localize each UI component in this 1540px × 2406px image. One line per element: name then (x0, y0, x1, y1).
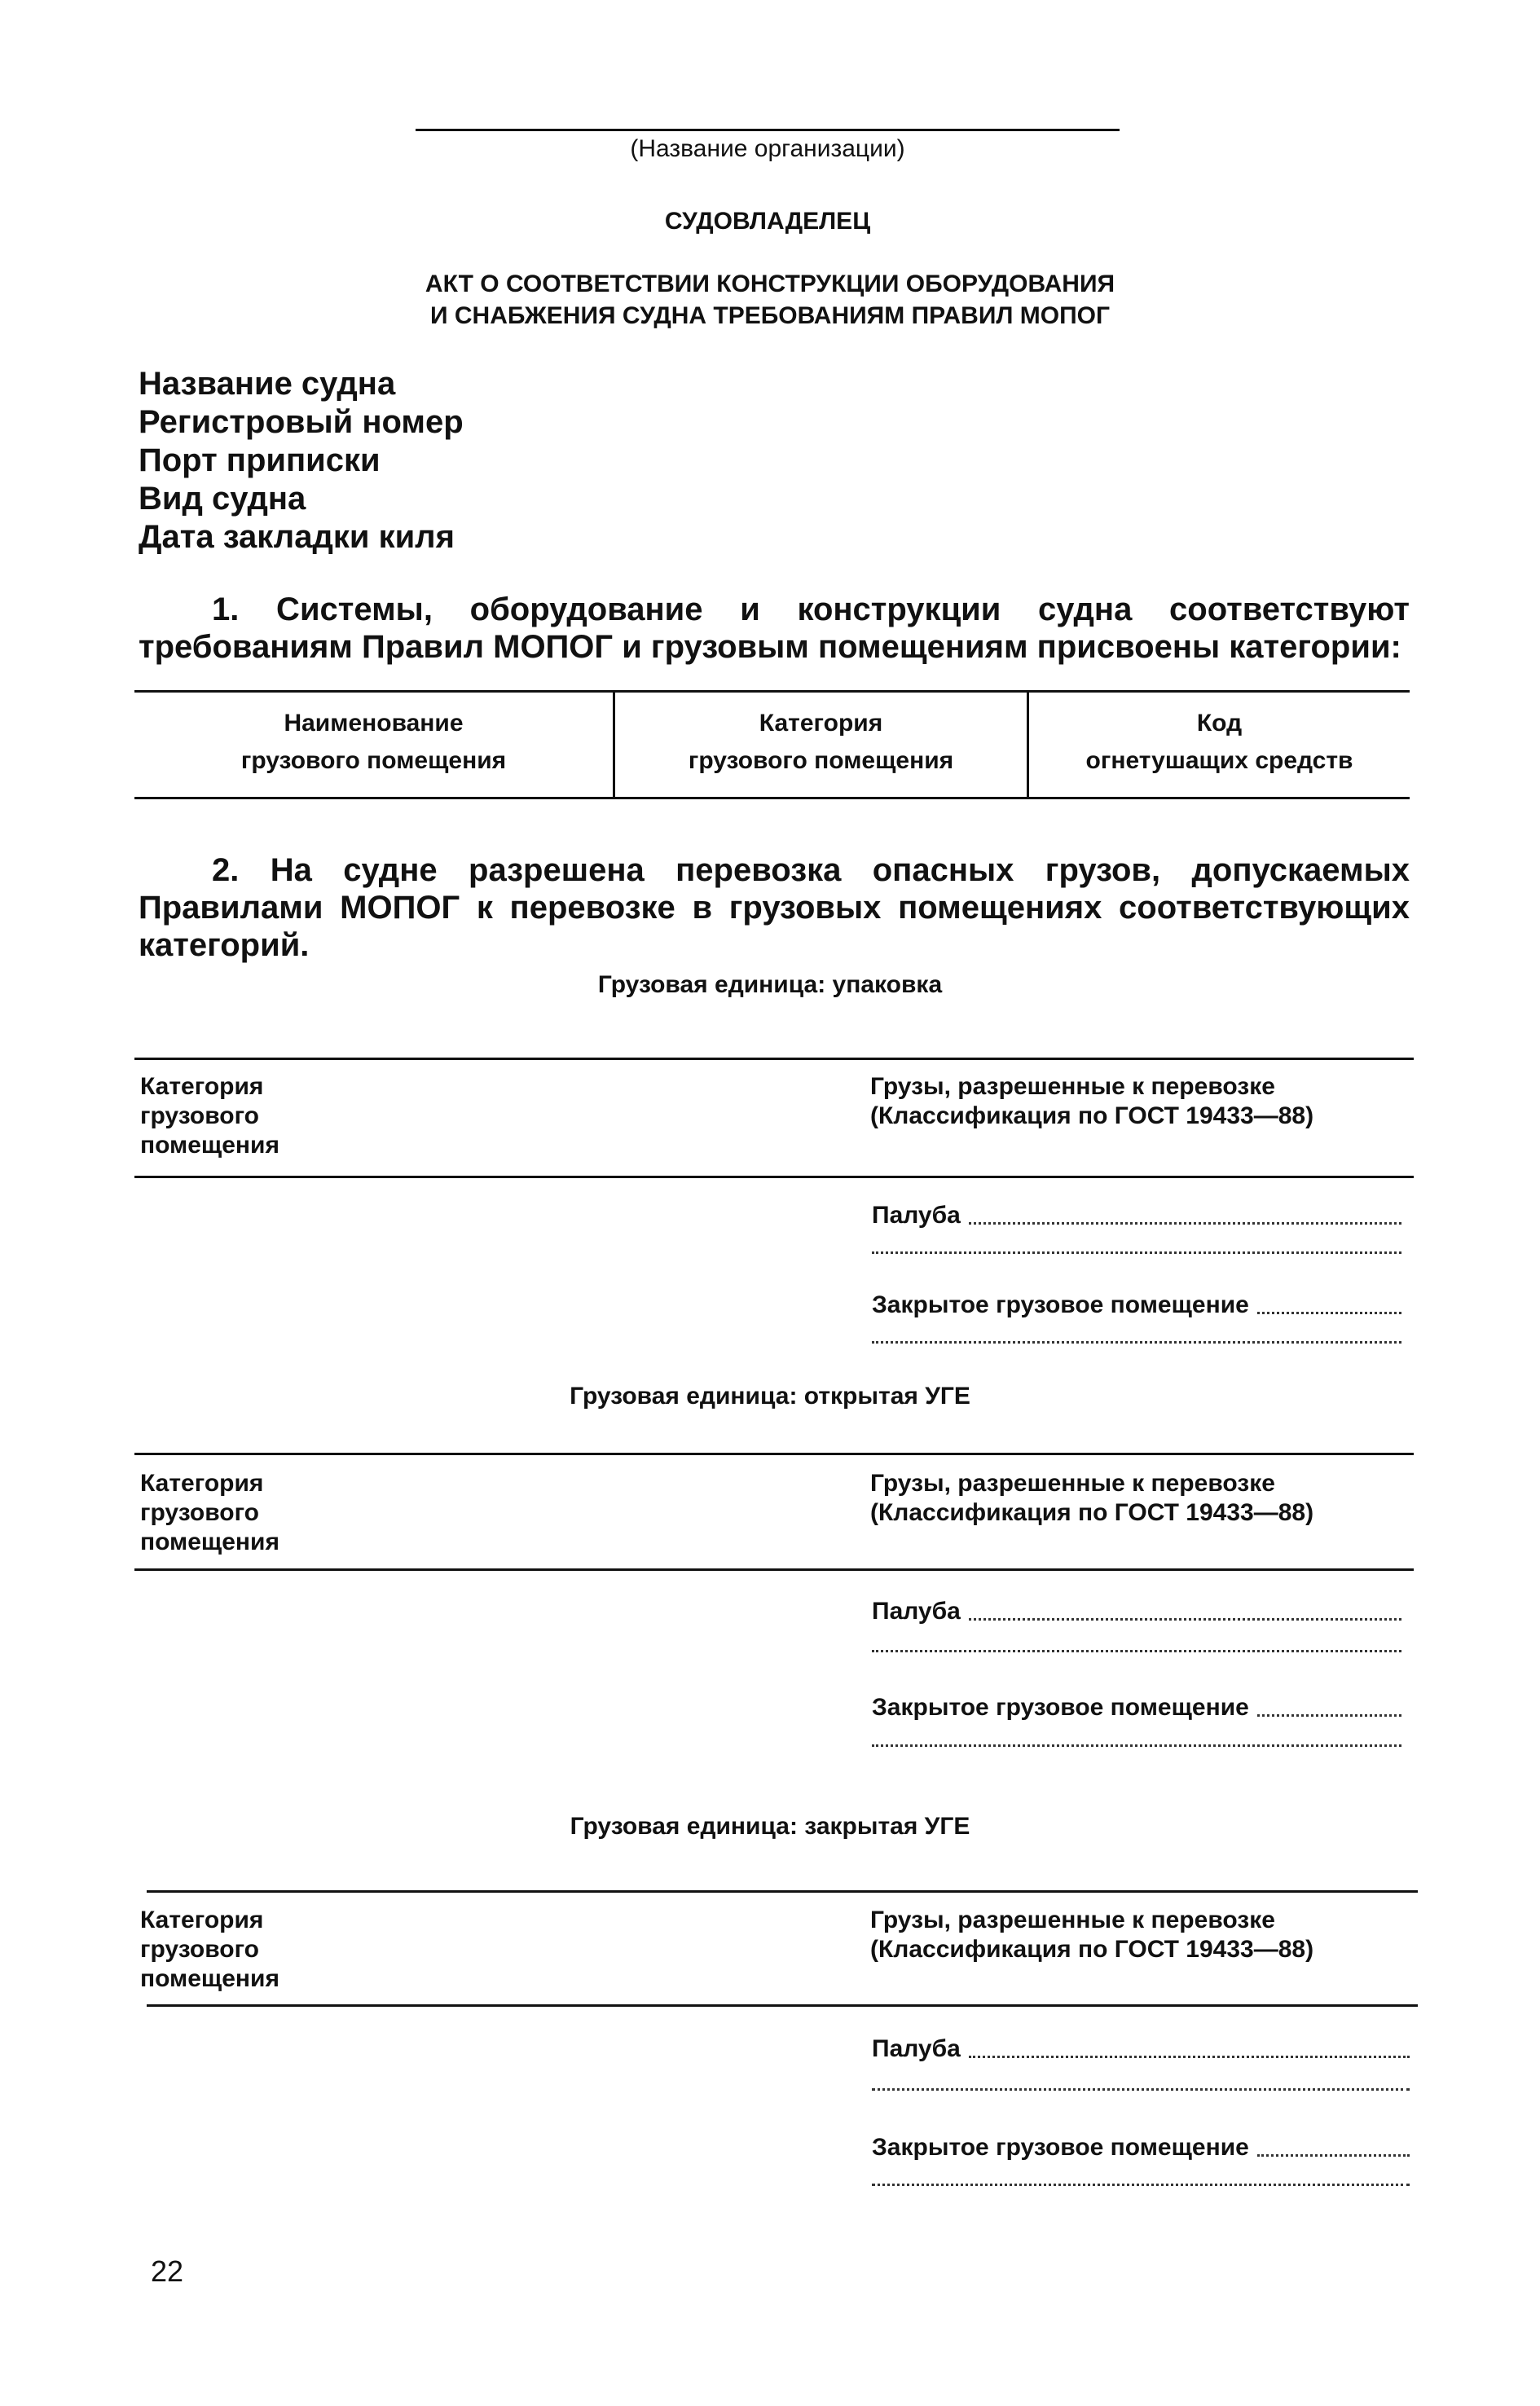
col-header-space-name: Наименование грузового помещения (240, 710, 507, 774)
col-header-extinguisher-code: Код огнетушащих средств (1085, 710, 1353, 774)
deck-label: Палуба (872, 1202, 961, 1229)
field-port-of-registry: Порт приписки (139, 442, 381, 478)
deck-dotted-line (872, 2088, 1410, 2091)
owner-title: СУДОВЛАДЕЛЕЦ (664, 208, 871, 235)
deck-label: Палуба (872, 1598, 961, 1625)
deck-label: Палуба (872, 2035, 961, 2062)
closed-space-dotted-line (872, 1744, 1401, 1747)
col-header-space-category: Категория грузового помещения (688, 710, 954, 774)
cargo-unit-title: Грузовая единица: упаковка (597, 971, 943, 998)
category-header: Категория грузового помещения (140, 1907, 279, 1992)
closed-space-dotted-line (872, 1341, 1401, 1344)
allowed-cargo-header: Грузы, разрешенные к перевозке (Классификация по ГОСТ 19433—88) (870, 1470, 1314, 1526)
act-title-line-1: АКТ О СООТВЕТСТВИИ КОНСТРУКЦИИ ОБОРУДОВАНИЯ (425, 271, 1115, 297)
field-registry-number: Регистровый номер (139, 404, 464, 440)
org-name-caption: (Название организации) (630, 135, 905, 162)
deck-row (872, 2033, 1410, 2065)
deck-dotted-line (872, 1650, 1401, 1652)
field-vessel-name: Название судна (139, 366, 396, 402)
closed-space-dotted-line (872, 2184, 1410, 2186)
deck-dotted-line (872, 1251, 1401, 1254)
cargo-unit-title: Грузовая единица: закрытая УГЕ (570, 1813, 970, 1840)
allowed-cargo-header: Грузы, разрешенные к перевозке (Классификация по ГОСТ 19433—88) (870, 1073, 1314, 1129)
closed-space-row (872, 1691, 1401, 1724)
field-keel-laying-date: Дата закладки киля (139, 519, 455, 555)
category-header: Категория грузового помещения (140, 1470, 279, 1555)
deck-row (872, 1199, 1401, 1232)
closed-space-label: Закрытое грузовое помещение (872, 1694, 1249, 1721)
closed-space-row (872, 1289, 1401, 1322)
closed-space-label: Закрытое грузовое помещение (872, 1291, 1249, 1318)
field-vessel-type: Вид судна (139, 481, 306, 517)
category-header: Категория грузового помещения (140, 1073, 279, 1159)
closed-space-label: Закрытое грузовое помещение (872, 2134, 1249, 2161)
closed-space-row (872, 2131, 1410, 2164)
deck-row (872, 1595, 1401, 1628)
cargo-unit-title: Грузовая единица: открытая УГЕ (570, 1383, 970, 1410)
org-name-line (416, 129, 1120, 131)
section-2-text: 2. На судне разрешена перевозка опасных грузов, допускаемых Правилами МОПОГ к перевозке в грузовых помещениях соответствующих категорий. (139, 852, 1410, 963)
section-1-text: 1. Системы, оборудование и конструкции судна соответствуют требованиям Правил МОПОГ и грузовым помещениям присвоены категории: (139, 592, 1410, 665)
act-title-line-2: И СНАБЖЕНИЯ СУДНА ТРЕБОВАНИЯМ ПРАВИЛ МОПОГ (429, 302, 1111, 329)
allowed-cargo-header: Грузы, разрешенные к перевозке (Классификация по ГОСТ 19433—88) (870, 1907, 1314, 1963)
page-number: 22 (151, 2254, 184, 2288)
